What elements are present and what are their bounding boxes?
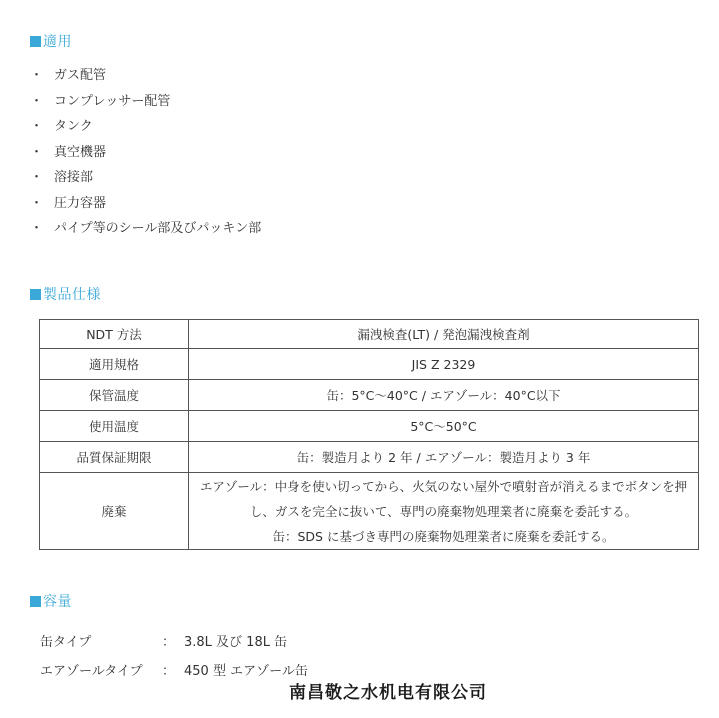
table-row: [40, 380, 699, 411]
table-row: [40, 411, 699, 442]
spec-value: JIS Z 2329: [189, 349, 699, 380]
table-row: [40, 473, 699, 550]
spec-key: 品質保証期限: [40, 442, 189, 473]
list-item: ・ パイプ等のシール部及びパッキン部: [30, 221, 262, 236]
square-bullet-icon: [30, 596, 41, 607]
spec-key: 廃棄: [40, 473, 189, 550]
square-bullet-icon: [30, 289, 41, 300]
table-row: [40, 349, 699, 380]
capacity-label: エアゾールタイプ: [40, 664, 143, 679]
spec-table: [39, 319, 699, 550]
disposal-aerosol-text: エアゾール：中身を使い切ってから、火気のない屋外で噴射音が消えるまでボタンを押し、ガスを完全に抜いて、専門の廃棄物処理業者に廃棄を委託する。: [199, 478, 688, 519]
square-bullet-icon: [30, 36, 41, 47]
capacity-value: 3.8L 及び 18L 缶: [184, 635, 288, 650]
list-item: ・ 圧力容器: [30, 195, 107, 211]
spec-value: 缶：製造月より 2 年 / エアゾール：製造月より 3 年: [189, 442, 699, 473]
list-item: ・ タンク: [30, 119, 93, 134]
spec-key: 適用規格: [40, 349, 189, 380]
capacity-heading: 容量: [30, 591, 72, 611]
usage-heading: 適用: [30, 31, 72, 51]
spec-heading: 製品仕様: [30, 284, 101, 304]
capacity-value: 450 型 エアゾール缶: [184, 664, 308, 679]
list-item: ・ 溶接部: [30, 170, 94, 185]
list-item: ・ コンプレッサー配管: [30, 93, 171, 109]
watermark: 南昌敬之水机电有限公司: [289, 683, 487, 703]
capacity-row: [40, 660, 308, 679]
spec-key: NDT 方法: [40, 320, 189, 349]
spec-value: 漏洩検査(LT) / 発泡漏洩検査剤: [189, 320, 699, 349]
disposal-can-text: 缶：SDS に基づき専門の廃棄物処理業者に廃棄を委託する。: [272, 528, 615, 544]
list-item: ・ ガス配管: [30, 68, 107, 83]
list-item: ・ 真空機器: [30, 144, 107, 160]
spec-value: 缶：5°C～40°C / エアゾール：40°C以下: [189, 380, 699, 411]
spec-key: 使用温度: [40, 411, 189, 442]
table-row: [40, 320, 699, 349]
spec-key: 保管温度: [40, 380, 189, 411]
table-row: [40, 442, 699, 473]
capacity-row: [40, 631, 287, 650]
spec-value: [189, 473, 699, 550]
capacity-separator: ：: [162, 664, 176, 679]
spec-value: 5°C～50°C: [189, 411, 699, 442]
usage-list: [30, 66, 261, 245]
capacity-separator: ：: [162, 635, 176, 650]
capacity-label: 缶タイプ: [40, 635, 92, 650]
